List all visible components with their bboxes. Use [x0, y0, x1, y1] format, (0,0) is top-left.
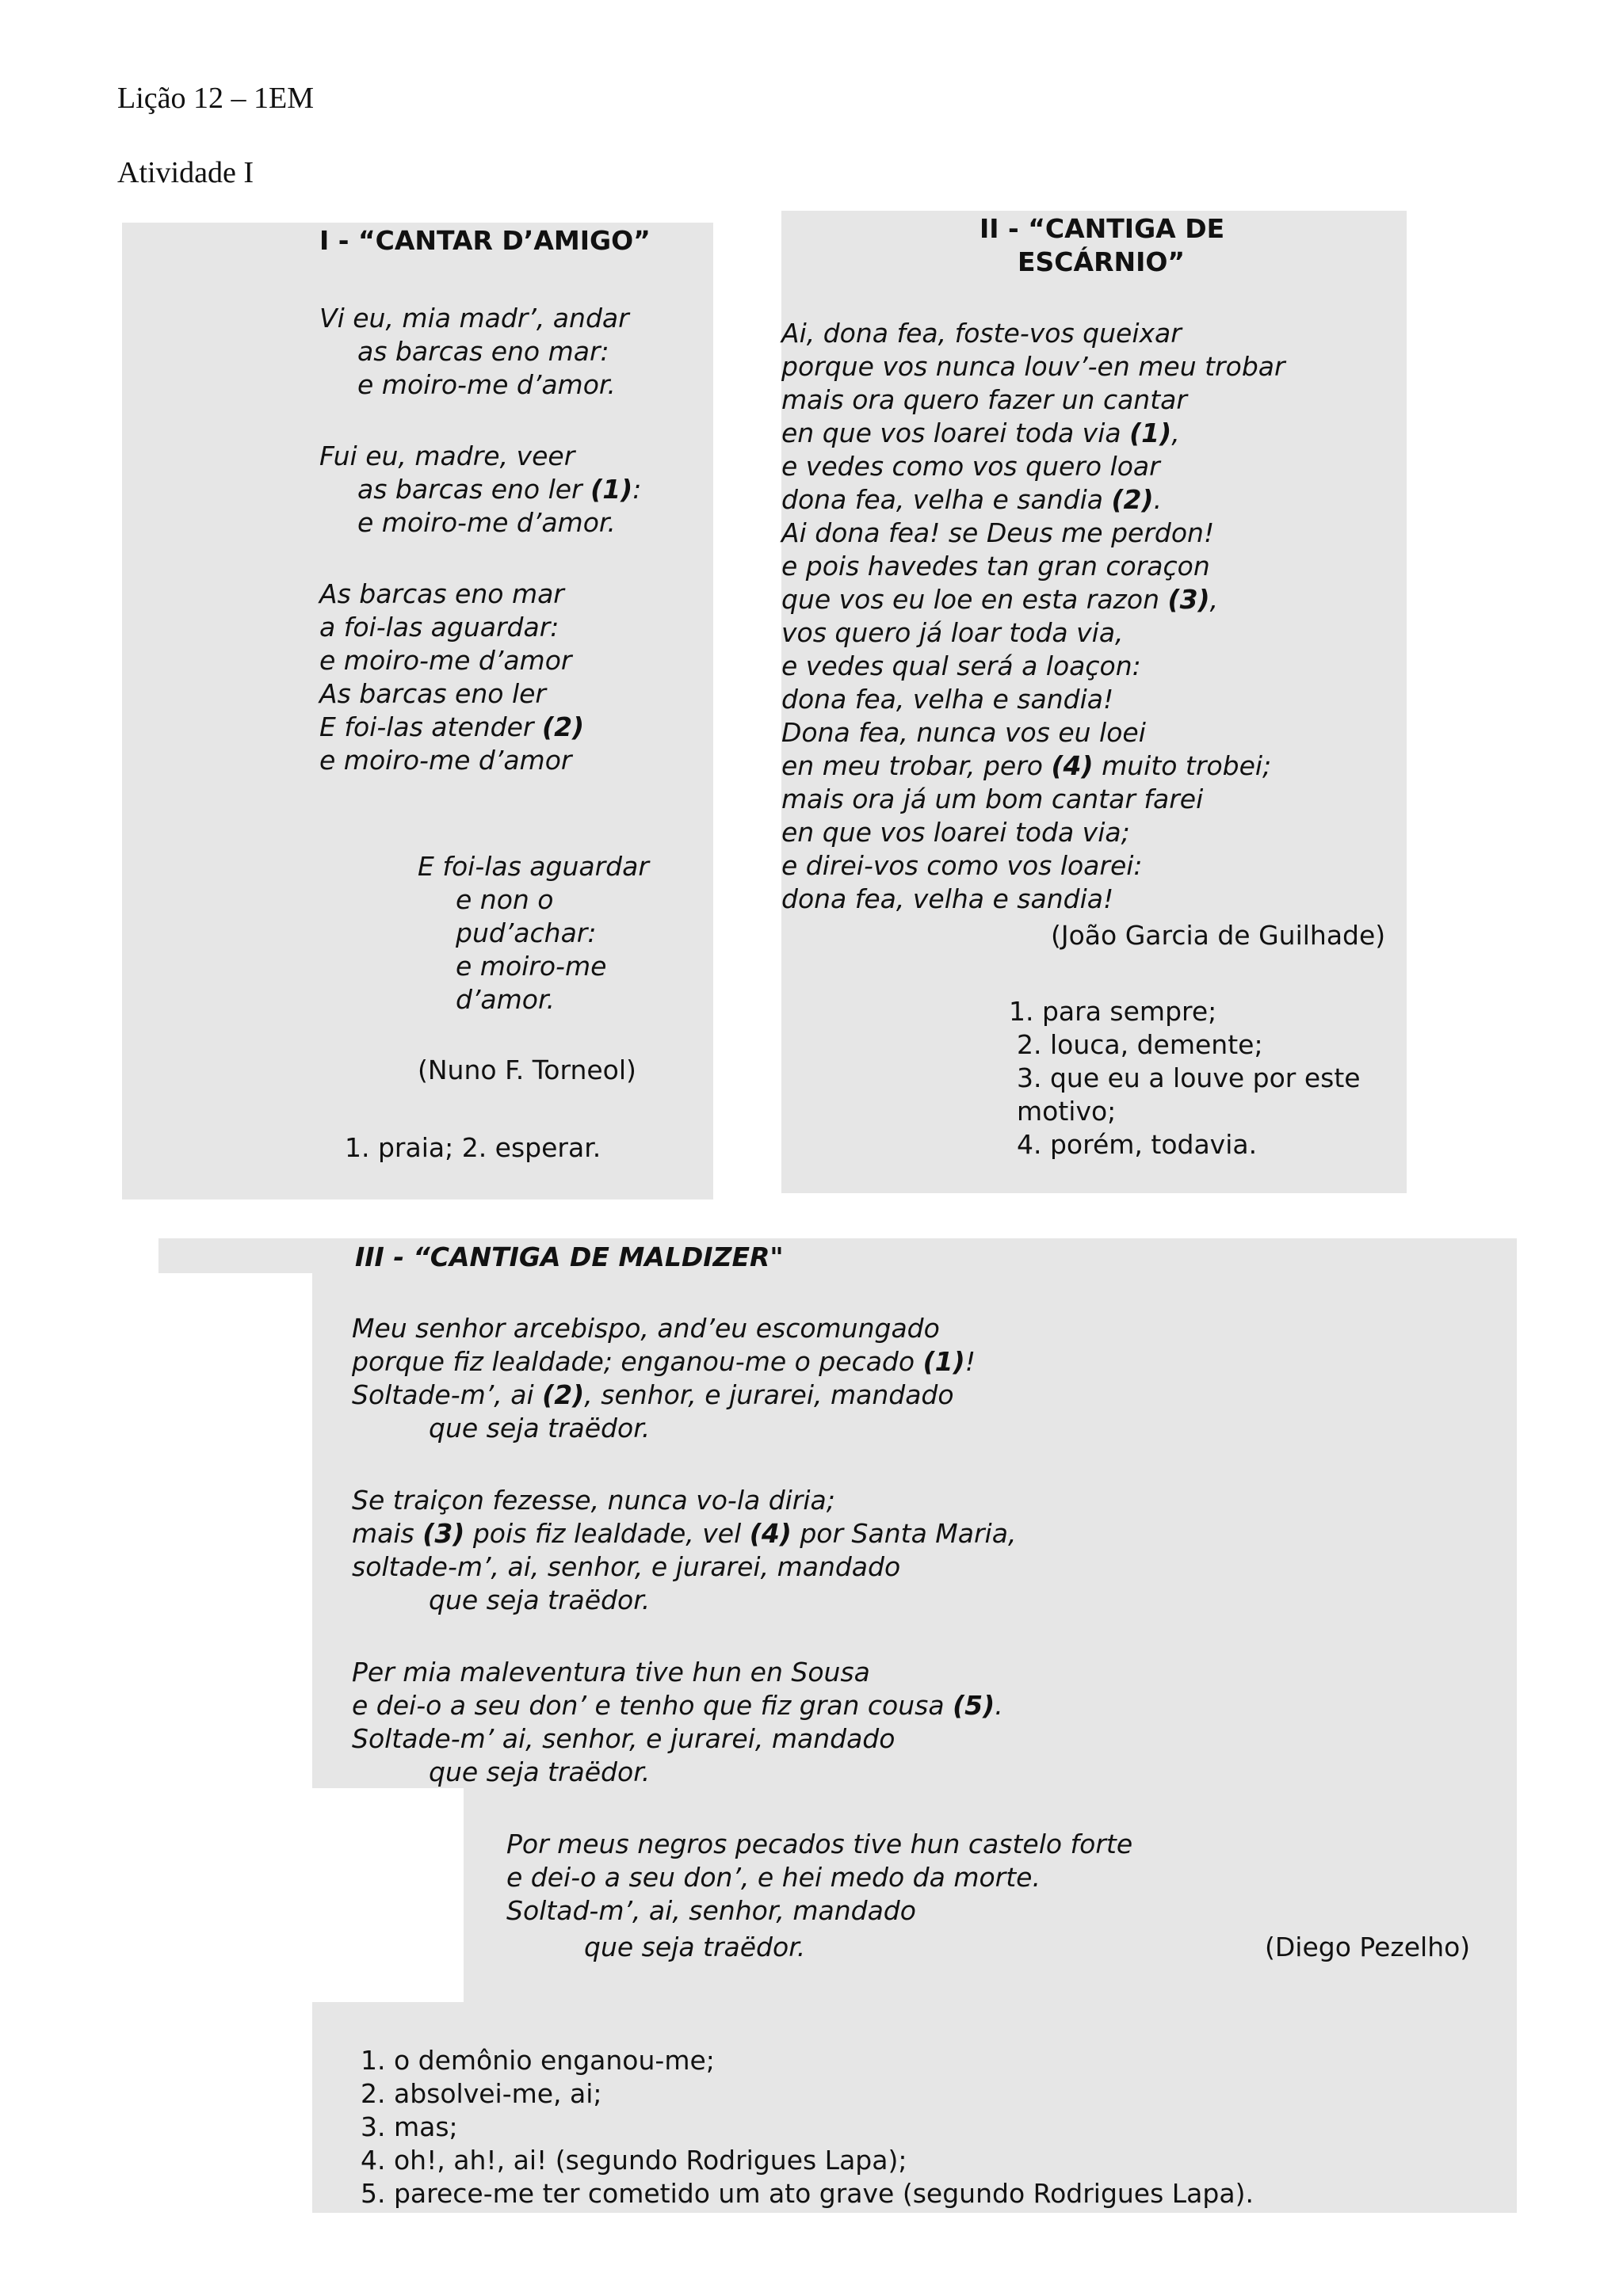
poem1-line: as barcas eno ler (1): [357, 474, 642, 505]
note-mark: (1) [1129, 418, 1172, 448]
poem3-line: Por meus negros pecados tive hun castelo forte [506, 1829, 1133, 1859]
poem3-author: (Diego Pezelho) [1265, 1932, 1471, 1962]
poem1-title: I - “CANTAR D’AMIGO” [319, 225, 651, 256]
poem2-line: en que vos loarei toda via (1), [781, 418, 1180, 448]
note-mark: (5) [953, 1690, 995, 1721]
poem3-line: Soltade-m’ ai, senhor, e jurarei, mandado [352, 1723, 896, 1754]
poem3-line: que seja traëdor. [429, 1756, 651, 1787]
note-mark: (1) [922, 1346, 965, 1377]
poem2-line: mais ora quero fazer un cantar [781, 384, 1187, 415]
poem2-line: Dona fea, nunca vos eu loei [781, 717, 1146, 748]
note-mark: (4) [1051, 750, 1094, 781]
poem2-line: e vedes qual será a loaçon: [781, 650, 1141, 681]
poem2-author: (João Garcia de Guilhade) [1051, 920, 1386, 951]
note-mark: (1) [590, 474, 633, 505]
poem3-line: e dei-o a seu don’, e hei medo da morte. [506, 1862, 1041, 1893]
poem2-line: en meu trobar, pero (4) muito trobei; [781, 750, 1272, 781]
poem1-line: As barcas eno ler [319, 678, 546, 709]
note-mark: (2) [1111, 484, 1154, 515]
poem3-line: mais (3) pois fiz lealdade, vel (4) por Santa Maria, [352, 1518, 1017, 1549]
poem3-note: 5. parece-me ter cometido um ato grave (segundo Rodrigues Lapa). [361, 2178, 1254, 2209]
poem3-note: 3. mas; [361, 2111, 458, 2142]
poem2-title-cont: ESCÁRNIO” [1018, 246, 1186, 277]
poem1-line: as barcas eno mar: [357, 336, 609, 367]
poem3-note: 2. absolvei-me, ai; [361, 2078, 602, 2109]
poem1-author: (Nuno F. Torneol) [418, 1055, 636, 1085]
poem1-line: e moiro-me d’amor. [357, 507, 616, 538]
lesson-title: Lição 12 – 1EM [117, 82, 315, 115]
poem2-note: 3. que eu a louve por este [1017, 1062, 1361, 1093]
poem3-line: que seja traëdor. [584, 1932, 806, 1962]
poem2-note: 2. louca, demente; [1017, 1029, 1263, 1060]
poem3-line: porque fiz lealdade; enganou-me o pecado (1)! [352, 1346, 976, 1377]
poem1-line: e moiro-me d’amor [319, 645, 572, 676]
poem2-line: que vos eu loe en esta razon (3), [781, 584, 1219, 615]
poem3-note: 4. oh!, ah!, ai! (segundo Rodrigues Lapa); [361, 2145, 907, 2176]
poem3-note: 1. o demônio enganou-me; [361, 2045, 715, 2076]
poem1-notes: 1. praia; 2. esperar. [345, 1132, 601, 1163]
note-mark: (2) [541, 711, 585, 742]
poem2-line: dona fea, velha e sandia! [781, 684, 1114, 715]
poem1-line: Vi eu, mia madr’, andar [319, 303, 629, 334]
poem3-line: Se traiçon fezesse, nunca vo-la diria; [352, 1485, 835, 1516]
poem3-line: e dei-o a seu don’ e tenho que fiz gran cousa (5). [352, 1690, 1003, 1721]
poem2-line: e direi-vos como vos loarei: [781, 850, 1143, 881]
poem1-line: e moiro-me d’amor. [357, 369, 616, 400]
poem2-line: e vedes como vos quero loar [781, 451, 1160, 482]
poem1-line: pud’achar: [456, 917, 597, 948]
poem2-line: dona fea, velha e sandia (2). [781, 484, 1163, 515]
poem3-line: Meu senhor arcebispo, and’eu escomungado [352, 1313, 940, 1344]
note-mark: (2) [542, 1379, 585, 1410]
poem1-line: e non o [456, 884, 554, 915]
poem1-line: E foi-las atender (2) [319, 711, 585, 742]
poem1-line: Fui eu, madre, veer [319, 441, 575, 471]
poem2-note: 1. para sempre; [1009, 996, 1217, 1027]
poem1-line: d’amor. [456, 984, 556, 1015]
poem3-line: soltade-m’, ai, senhor, e jurarei, mandado [352, 1551, 901, 1582]
poem2-title: II - “CANTIGA DE [980, 213, 1225, 244]
poem3-line: que seja traëdor. [429, 1413, 651, 1444]
poem2-note: 4. porém, todavia. [1017, 1129, 1258, 1160]
note-mark: (4) [749, 1518, 792, 1549]
poem2-line: en que vos loarei toda via; [781, 817, 1130, 848]
poem2-line: e pois havedes tan gran coraçon [781, 551, 1210, 582]
poem3-line: Soltad-m’, ai, senhor, mandado [506, 1895, 916, 1926]
poem1-line: E foi-las aguardar [418, 851, 649, 882]
note-mark: (3) [1167, 584, 1210, 615]
poem2-note: motivo; [1017, 1096, 1117, 1127]
poem2-line: Ai dona fea! se Deus me perdon! [781, 517, 1215, 548]
activity-title: Atividade I [117, 156, 254, 189]
poem1-line: e moiro-me [456, 951, 607, 982]
note-mark: (3) [422, 1518, 465, 1549]
poem2-line: Ai, dona fea, foste-vos queixar [781, 318, 1182, 349]
poem1-line: a foi-las aguardar: [319, 612, 559, 643]
poem2-line: vos quero já loar toda via, [781, 617, 1124, 648]
poem2-line: porque vos nunca louv’-en meu trobar [781, 351, 1285, 382]
poem3-line: que seja traëdor. [429, 1585, 651, 1615]
poem3-title: III - “CANTIGA DE MALDIZER" [355, 1241, 784, 1272]
poem2-line: dona fea, velha e sandia! [781, 883, 1114, 914]
poem1-line: e moiro-me d’amor [319, 745, 572, 776]
poem1-line: As barcas eno mar [319, 578, 564, 609]
poem3-line: Per mia maleventura tive hun en Sousa [352, 1657, 870, 1688]
poem3-line: Soltade-m’, ai (2), senhor, e jurarei, mandado [352, 1379, 954, 1410]
poem2-line: mais ora já um bom cantar farei [781, 784, 1204, 814]
